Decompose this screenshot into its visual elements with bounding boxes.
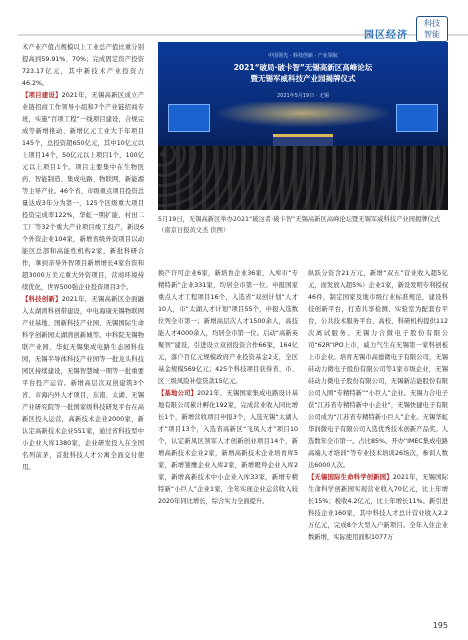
paragraph-heading: 【项目建设】 — [22, 92, 62, 99]
column-left — [22, 42, 144, 602]
section-label: 园区经济 — [364, 30, 408, 41]
column-right — [308, 268, 448, 544]
paragraph-text: 2021年，无锡国际生命科学创新园实现营业收入70亿元，比上年增长15%；税收4.2亿元，比上年增长11%。新引进科技企业160家，其中科技人才总计营业收入2.2万亿元，完成8个大型入户新项目。全年入住企业数新增，实际使用面积1077万 — [308, 474, 449, 541]
photo-caption: 5月19日，无锡高新区举办2021“破这者·破卡智”无锡高新区高峰论坛暨无锡军威科技产业园揭牌仪式 （南京日报黄文杰 供图） — [158, 216, 441, 234]
page-header — [0, 10, 468, 41]
paragraph-text: 术产业产值占规模以上工业总产值比重分别提高到59.91%、70%；完成固定资产投资723.17亿元，其中新技术产业投资占46.2%。 — [22, 44, 144, 87]
backdrop-title — [158, 62, 448, 84]
paragraph-heading: 【科技创新】 — [22, 296, 62, 303]
paragraph-text: 纵跃分资含21万元，新增“双五”营业收入超5亿元，而发放入超5%）企业1家，新设发明专利授权46件，制定国家及地市级行业标准规范，建设科技创新平台，打造共享检测、实验室为配套台平台，公共技术服务平台、高校、科研机构提供112次离试服务。无锡力合微电子股份有限公司“62R”IPO上市，威力气生在无锡第一家科创板上市企业。培育无锡市高德微电子有限公司，无锡硅动力微电子股份有限公司等1家市级企业，无锡硅动力微电子股份有限公司，无锡新洁能股份有限公司入围“专精特新”“小巨人”企业。无锡力合电子获“江苏省专精特新中小企业”，无锡快捷电子有限公司成为“江苏省专精特新小巨人”企业。无锡华虹华润微电子有限公司入选优秀技术创新产品奖。人选数年全市第一。占比85%。开办“IMEC集成电路高端人才培训”等专业技术培训26场次，参训人数达6000人次。 — [308, 270, 448, 469]
audience-heads — [158, 146, 448, 210]
paragraph-text: 2021年，无锡高新区全面融入太湖湾科创带建设，中电海康无锡物联网产业基地、国新科技产业园、无锡国际生命科学创新园太湖湾创新城等。中科院无锡物联产业园、华虹无锡集成电路生态园科技园，无锡半导体科技产业园等一批龙头科技园区持续建设，无锡智慧城一期等一批重要平台投产运营。新增高层次双创建筑3个省、市海内外人才项目，东南、太湖、无锡产业研究院等一批国家级科技研发平台在高新区投入运营，高新技术企业2000家，新认定高新技术企业551家，通过省科技型中小企业入库1380家，企业研发投入在全国名列前茅，首批科技人才公寓全面交付使用。 — [22, 296, 145, 471]
paragraph — [22, 42, 144, 90]
paragraph-heading: 【基地公司】 — [158, 390, 198, 397]
column-middle — [158, 268, 298, 508]
page-number: 195 — [432, 621, 448, 630]
backdrop-date: 2021年5月19日 · 无锡 — [276, 93, 330, 99]
side-screen-right — [396, 104, 438, 132]
stage-lights — [198, 102, 408, 130]
paragraph-heading: 【无锡国际生命科学创新园】 — [308, 474, 393, 481]
paragraph — [308, 268, 448, 472]
event-photo — [158, 42, 448, 210]
logo-text: 科技 智能 — [424, 19, 440, 39]
paragraph — [308, 472, 448, 544]
backdrop-slogan: 中国领先 · 科技创新 · 产业领航 — [268, 53, 338, 59]
paragraph — [22, 294, 144, 474]
side-screen-left — [168, 104, 210, 132]
paragraph — [22, 90, 144, 294]
backdrop-title-line1: 2021“破局·破卡智”无锡高新区高峰论坛 — [233, 63, 373, 72]
paragraph — [158, 268, 298, 388]
magazine-logo — [416, 16, 448, 42]
paragraph-text: 2021年，无锡高新区成立产业链招商工作领导小组和7个产业链招商专班，实施“百项工程”一线项目建设，合规完成等新增推动、新增亿元工业大于年项目145个，总投资超650亿元，其中10亿元以上项目14个，50亿元以上项目1个，100亿元以上项目1个。项目主要集中在生物医药、智能制造、集成电路、物联网、新能源等主导产业。46个省、市级重点项目投资总量达成3年分为第一，125个区级重大项目投资完成率122%，华虹一期扩能、村田二工厂等32个重大产业项目竣工投产，新设6个外资企业104家，新增省级外资项目以动能区总部和高能性机构2家，新批科研合作，拿到亲导外智项目新增增长4家台资和超3000万美元重大外资项目，营商环境持续优化，世界500强企业投资项目3个。 — [22, 92, 145, 291]
backdrop-title-line2: 暨无锡军威科技产业园揭牌仪式 — [250, 74, 356, 83]
paragraph-text: 换产许可企业6家，新培育企业36家，入库市“专精特新”企业331家，均居全市第一位。申报国家重点人才工程项目16个，入选省“双创计划”人才10人，市“太湖人才计划”项目55个，申报入选数位列全市第一；新增高层次人才1500余人，高技能人才4000余人，均居全市第一位。启动“高新英聚智”建设，引进设立双创投资合作66家，164亿元，落户百亿元规模政府产业投资基金2支，全区基金规模569亿元；425个科技项目获得省、市、区三级风险补偿贷款15亿元。 — [158, 270, 298, 385]
paragraph-text: 2021年，无锡国家集成电路设计基地有限公司累计孵化192家，完成营业收入同比增长1个，新增营收项目申报3个，入选无锡“太湖人才”项目13个，入选省高新区“飞凤人才”项目10个，认定新凤区领军人才创新创业项目14个，新增高新技术企业2家，新增高新技术企业培育库5家，新增雏鹰企业入库2家，新增瞪羚企业入库2家，新增高新技术中小企业入库33家，新增专精特新“小巨人”企业1家，全年实现企业运营收入较2020年同比增长，综合实力全面提升。 — [158, 390, 299, 505]
paragraph — [158, 388, 298, 508]
